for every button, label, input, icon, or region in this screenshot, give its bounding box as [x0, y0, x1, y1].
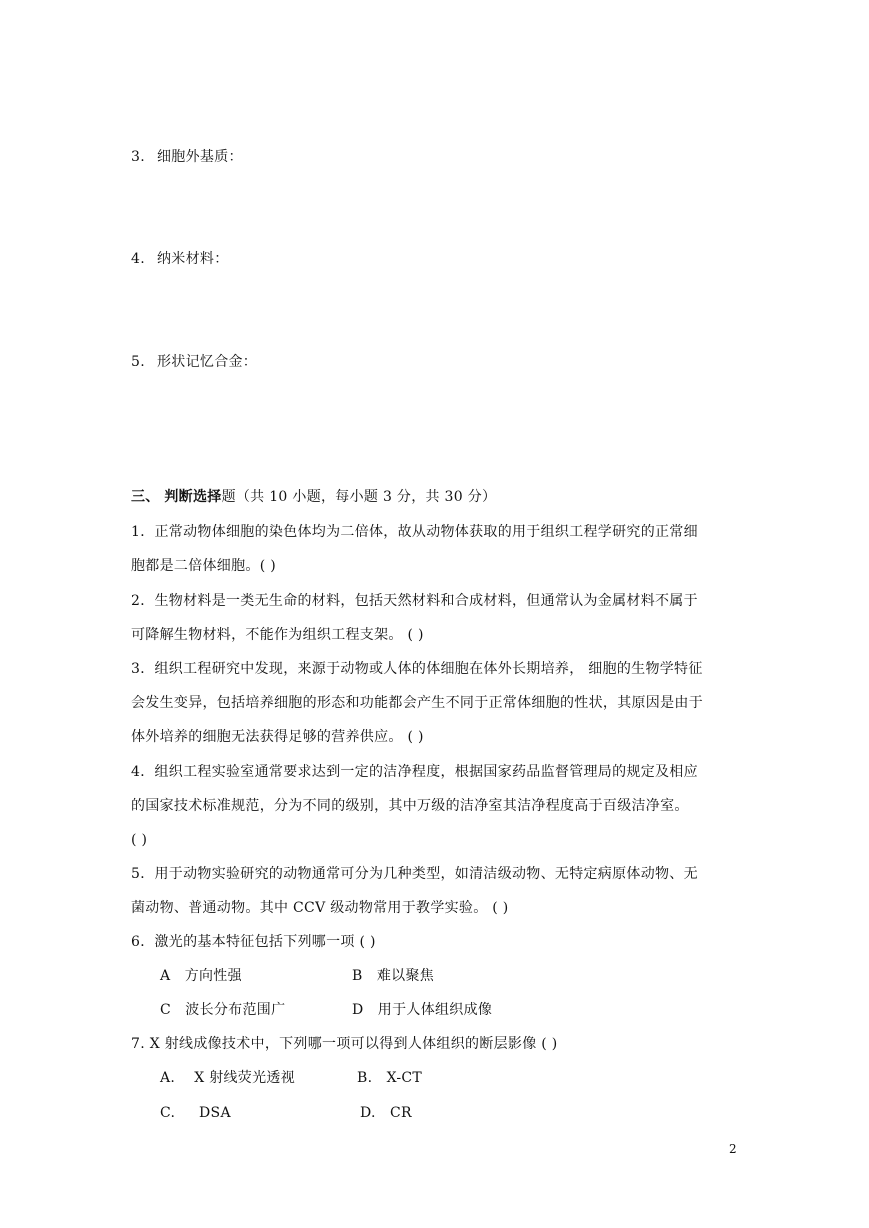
- item-text: 细胞外基质：: [157, 149, 243, 165]
- option-text: X 射线荧光透视: [194, 1070, 296, 1086]
- question-line: 7. X 射线成像技术中，下列哪一项可以得到人体组织的断层影像 ( ): [131, 1036, 558, 1052]
- option-label: D.: [360, 1105, 376, 1121]
- option-a: [160, 1069, 295, 1087]
- question-line: 5．用于动物实验研究的动物通常可分为几种类型，如清洁级动物、无特定病原体动物、无: [131, 866, 698, 882]
- option-text: CR: [390, 1105, 412, 1121]
- definition-item: [131, 148, 243, 166]
- section-title-rest: 题（共 10 小题，每小题 3 分，共 30 分）: [221, 489, 497, 505]
- section-title-bold: 判断选择: [164, 489, 222, 505]
- option-c: [160, 1104, 231, 1122]
- option-text: 难以聚焦: [376, 968, 435, 984]
- question-line: 4．组织工程实验室通常要求达到一定的洁净程度，根据国家药品监督管理局的规定及相应: [131, 764, 698, 780]
- section-heading: [131, 488, 496, 506]
- option-label: C.: [160, 1105, 176, 1121]
- option-b: [352, 967, 434, 985]
- question-line: 6．激光的基本特征包括下列哪一项 ( ): [131, 934, 376, 950]
- option-a: [160, 967, 242, 985]
- option-text: X-CT: [386, 1070, 423, 1086]
- option-d: [360, 1104, 412, 1122]
- page-number: 2: [729, 1142, 737, 1156]
- item-text: 形状记忆合金：: [157, 354, 258, 370]
- question-line: 体外培养的细胞无法获得足够的营养供应。 ( ): [131, 729, 424, 745]
- option-label: A: [160, 968, 171, 984]
- question-line: 2．生物材料是一类无生命的材料，包括天然材料和合成材料，但通常认为金属材料不属于: [131, 593, 698, 609]
- section-prefix: 三、: [131, 489, 160, 505]
- definition-item: [131, 353, 257, 371]
- option-text: 波长分布范围广: [185, 1002, 286, 1018]
- option-b: [357, 1069, 422, 1087]
- option-text: DSA: [199, 1105, 231, 1121]
- option-text: 用于人体组织成像: [377, 1002, 493, 1018]
- option-label: B: [352, 968, 363, 984]
- question-line: 3．组织工程研究中发现，来源于动物或人体的体细胞在体外长期培养， 细胞的生物学特征: [131, 661, 703, 677]
- question-line: ( ): [131, 832, 148, 848]
- option-d: [352, 1001, 492, 1019]
- option-label: C: [160, 1002, 172, 1018]
- item-number: 5.: [131, 354, 145, 370]
- definition-item: [131, 250, 229, 268]
- question-line: 可降解生物材料，不能作为组织工程支架。 ( ): [131, 627, 424, 643]
- option-label: D: [352, 1002, 364, 1018]
- item-number: 4.: [131, 251, 145, 267]
- question-line: 会发生变异，包括培养细胞的形态和功能都会产生不同于正常体细胞的性状，其原因是由于: [131, 695, 703, 711]
- option-text: 方向性强: [184, 968, 242, 984]
- item-number: 3.: [131, 149, 145, 165]
- option-label: A.: [160, 1070, 176, 1086]
- question-line: 胞都是二倍体细胞。( ): [131, 558, 276, 574]
- option-label: B.: [357, 1070, 373, 1086]
- item-text: 纳米材料：: [157, 251, 229, 267]
- question-line: 1．正常动物体细胞的染色体均为二倍体，故从动物体获取的用于组织工程学研究的正常细: [131, 524, 698, 540]
- option-c: [160, 1001, 285, 1019]
- question-line: 的国家技术标准规范，分为不同的级别，其中万级的洁净室其洁净程度高于百级洁净室。: [131, 798, 689, 814]
- question-line: 菌动物、普通动物。其中 CCV 级动物常用于教学实验。 ( ): [131, 900, 509, 916]
